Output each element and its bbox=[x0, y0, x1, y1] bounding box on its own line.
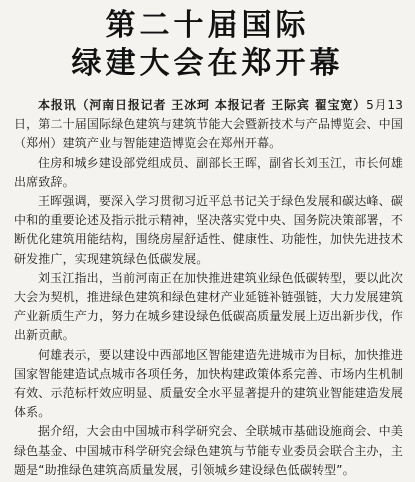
headline-line-2: 绿建大会在郑开幕 bbox=[71, 46, 344, 81]
article-body bbox=[14, 96, 403, 480]
byline: 本报讯（河南日报记者 王冰珂 本报记者 王际宾 翟宝宽） bbox=[38, 98, 367, 112]
article-paragraph-1 bbox=[14, 96, 403, 154]
article-paragraph-6: 据介绍，大会由中国城市科学研究会、全联城市基础设施商会、中美绿色基金、中国城市科学研究会绿色建筑与节能专业委员会联合主办，主题是“助推绿色建筑高质量发展，引领城乡建设绿色低碳转型”。 bbox=[14, 424, 403, 477]
headline bbox=[0, 0, 415, 82]
article-paragraph-3: 王晖强调，要深入学习贯彻习近平总书记关于绿色发展和碳达峰、碳中和的重要论述及指示批示精神，坚决落实党中央、国务院决策部署，不断优化建筑用能结构，围绕房屋舒适性、健康性、功能性，加快先进技术研发推广，实现建筑绿色低碳发展。 bbox=[14, 194, 403, 266]
headline-line-1: 第二十届国际 bbox=[105, 8, 310, 43]
article-paragraph-4: 刘玉江指出，当前河南正在加快推进建筑业绿色低碳转型，要以此次大会为契机，推进绿色建筑和绿色建材产业延链补链强链，大力发展建筑产业新质生产力，努力在城乡建设绿色低碳高质量发展上迈出新步伐，作出新贡献。 bbox=[14, 270, 403, 343]
article-paragraph-2: 住房和城乡建设部党组成员、副部长王晖，副省长刘玉江，市长何雄出席致辞。 bbox=[14, 155, 403, 189]
article-paragraph-1-text: 5月13日，第二十届国际绿色建筑与建筑节能大会暨新技术与产品博览会、中国（郑州）建筑产业与智能建造博览会在郑州开幕。 bbox=[14, 98, 403, 151]
article-paragraph-5: 何雄表示，要以建设中西部地区智能建造先进城市为目标，加快推进国家智能建造试点城市各项任务，加快构建政策体系完善、市场内生机制有效、示范标杆效应明显、质量安全水平显著提升的建筑业智能建造发展体系。 bbox=[14, 347, 403, 420]
